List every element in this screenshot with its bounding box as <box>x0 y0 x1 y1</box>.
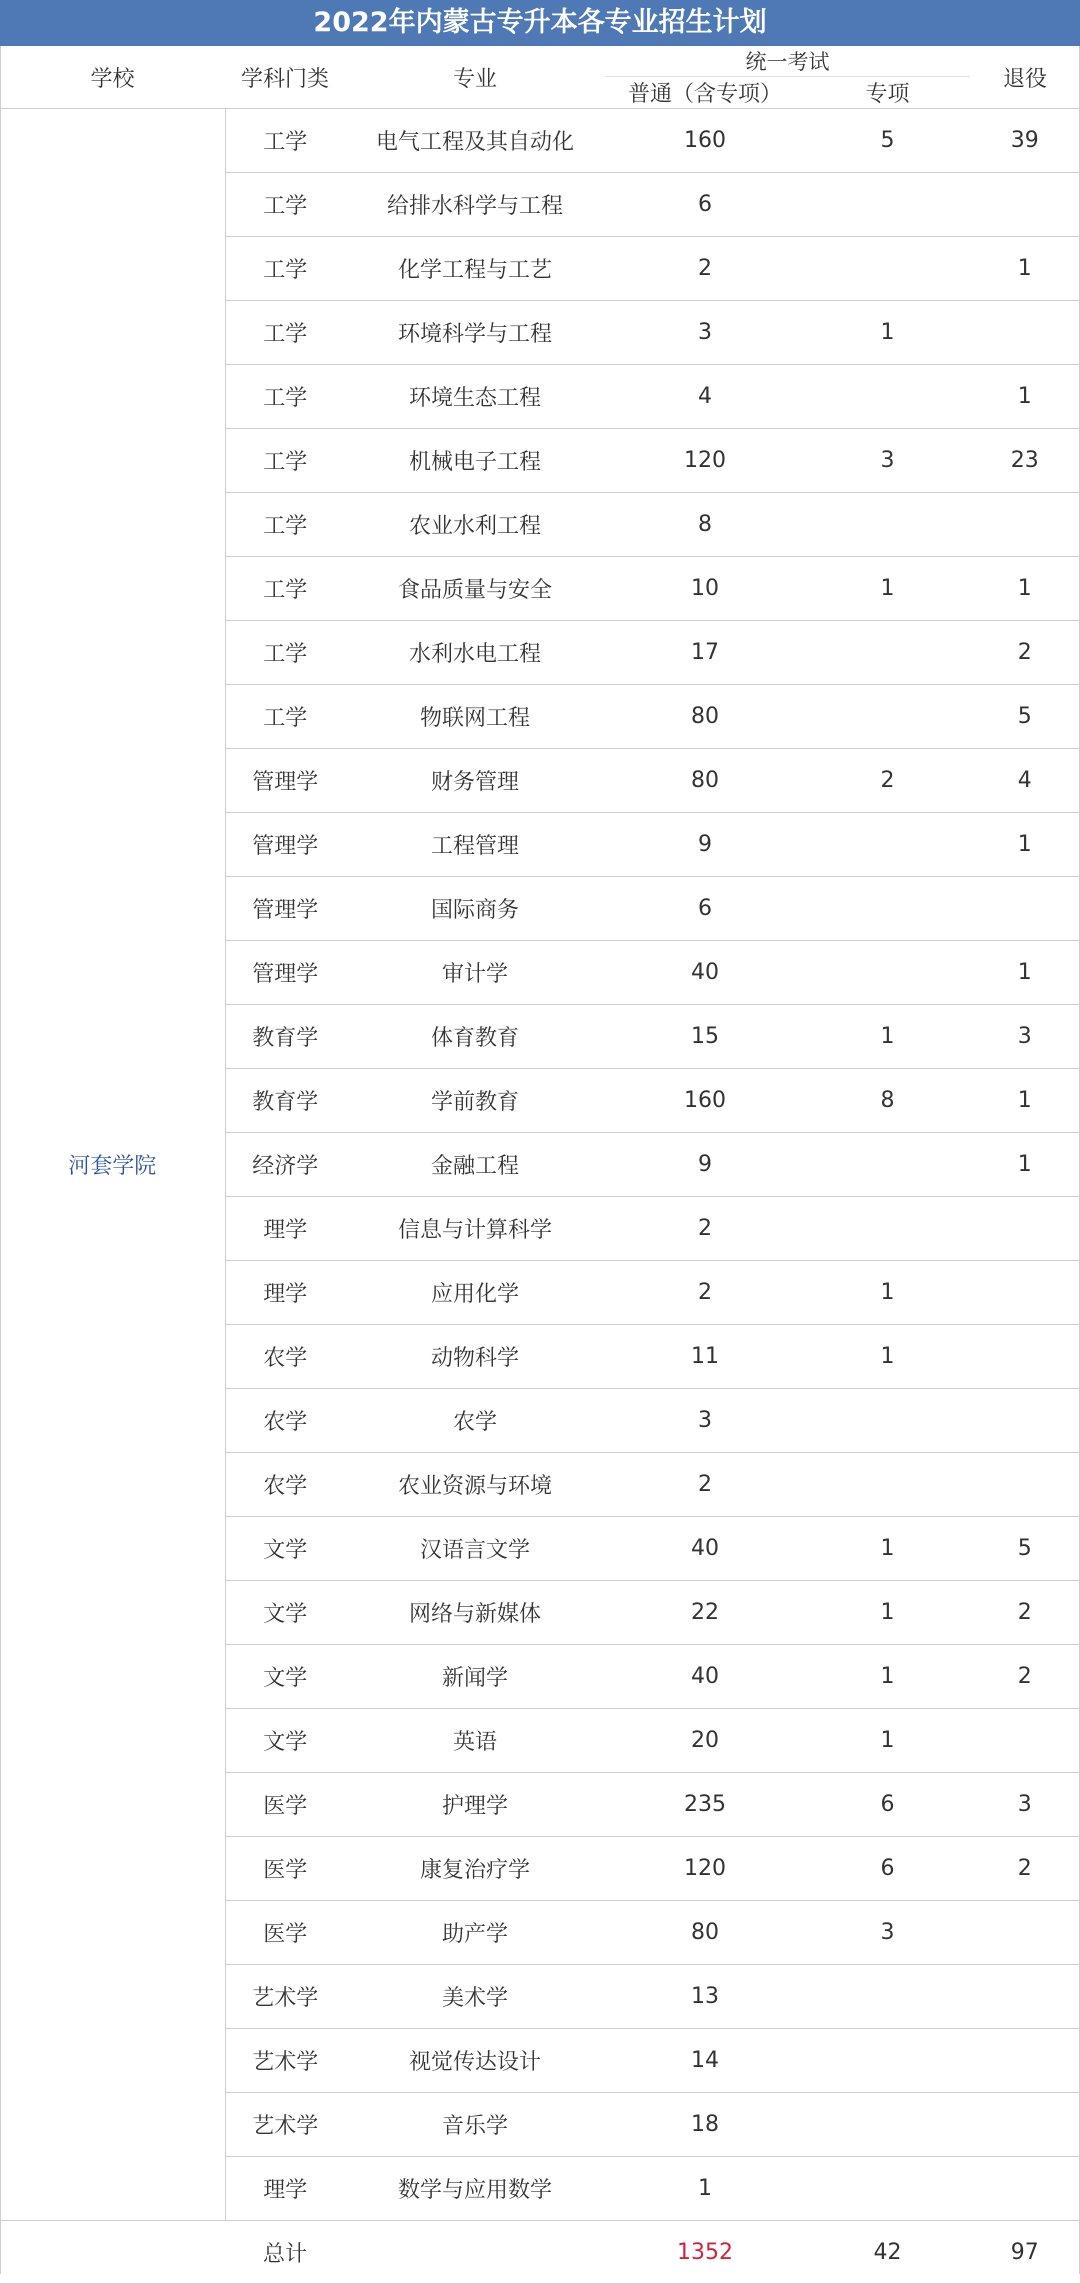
total-row <box>0 2221 1080 2284</box>
cell-major: 财务管理 <box>345 749 605 813</box>
cell-veteran: 1 <box>970 1069 1080 1133</box>
cell-special: 3 <box>805 1901 970 1965</box>
cell-regular: 11 <box>605 1325 805 1389</box>
table-row <box>0 109 1080 173</box>
cell-major: 给排水科学与工程 <box>345 173 605 237</box>
cell-major: 农业水利工程 <box>345 493 605 557</box>
table-body <box>0 109 1080 2284</box>
cell-regular: 6 <box>605 877 805 941</box>
cell-category: 工学 <box>225 365 345 429</box>
cell-special: 1 <box>805 1005 970 1069</box>
cell-regular: 80 <box>605 685 805 749</box>
cell-regular: 40 <box>605 941 805 1005</box>
cell-category: 工学 <box>225 557 345 621</box>
cell-regular: 15 <box>605 1005 805 1069</box>
cell-veteran <box>970 1197 1080 1261</box>
cell-regular: 9 <box>605 1133 805 1197</box>
cell-category: 工学 <box>225 301 345 365</box>
header-veteran: 退役 <box>970 46 1080 109</box>
cell-major: 环境科学与工程 <box>345 301 605 365</box>
cell-veteran <box>970 2029 1080 2093</box>
cell-major: 汉语言文学 <box>345 1517 605 1581</box>
cell-category: 文学 <box>225 1581 345 1645</box>
cell-veteran: 1 <box>970 365 1080 429</box>
header-regular: 普通（含专项） <box>605 77 805 109</box>
cell-veteran <box>970 1901 1080 1965</box>
cell-veteran <box>970 877 1080 941</box>
cell-veteran <box>970 1709 1080 1773</box>
cell-veteran: 2 <box>970 621 1080 685</box>
cell-special: 8 <box>805 1069 970 1133</box>
cell-veteran <box>970 1453 1080 1517</box>
cell-special <box>805 237 970 301</box>
cell-veteran: 5 <box>970 685 1080 749</box>
cell-special <box>805 2157 970 2221</box>
cell-category: 管理学 <box>225 749 345 813</box>
cell-veteran: 23 <box>970 429 1080 493</box>
cell-regular: 8 <box>605 493 805 557</box>
cell-major: 国际商务 <box>345 877 605 941</box>
cell-special <box>805 1965 970 2029</box>
cell-category: 教育学 <box>225 1005 345 1069</box>
total-special: 42 <box>805 2221 970 2284</box>
cell-veteran <box>970 301 1080 365</box>
cell-category: 工学 <box>225 109 345 173</box>
cell-category: 管理学 <box>225 813 345 877</box>
cell-regular: 14 <box>605 2029 805 2093</box>
cell-special: 2 <box>805 749 970 813</box>
header-school: 学校 <box>0 46 225 109</box>
cell-regular: 2 <box>605 1261 805 1325</box>
cell-category: 医学 <box>225 1773 345 1837</box>
cell-special <box>805 365 970 429</box>
school-name: 河套学院 <box>0 109 225 2221</box>
cell-special <box>805 173 970 237</box>
cell-major: 农学 <box>345 1389 605 1453</box>
cell-category: 经济学 <box>225 1133 345 1197</box>
cell-special <box>805 621 970 685</box>
cell-major: 信息与计算科学 <box>345 1197 605 1261</box>
cell-major: 工程管理 <box>345 813 605 877</box>
cell-major: 电气工程及其自动化 <box>345 109 605 173</box>
enrollment-plan-table <box>0 46 1080 2284</box>
cell-veteran: 39 <box>970 109 1080 173</box>
cell-special <box>805 813 970 877</box>
cell-major: 康复治疗学 <box>345 1837 605 1901</box>
cell-regular: 80 <box>605 1901 805 1965</box>
cell-special: 6 <box>805 1837 970 1901</box>
cell-regular: 1 <box>605 2157 805 2221</box>
cell-veteran: 1 <box>970 1133 1080 1197</box>
cell-regular: 160 <box>605 1069 805 1133</box>
cell-category: 农学 <box>225 1389 345 1453</box>
cell-major: 学前教育 <box>345 1069 605 1133</box>
cell-special <box>805 941 970 1005</box>
cell-category: 文学 <box>225 1645 345 1709</box>
cell-special: 1 <box>805 1581 970 1645</box>
cell-major: 水利水电工程 <box>345 621 605 685</box>
cell-category: 理学 <box>225 1261 345 1325</box>
cell-major: 数学与应用数学 <box>345 2157 605 2221</box>
cell-major: 食品质量与安全 <box>345 557 605 621</box>
cell-regular: 22 <box>605 1581 805 1645</box>
cell-major: 物联网工程 <box>345 685 605 749</box>
cell-category: 理学 <box>225 2157 345 2221</box>
cell-regular: 9 <box>605 813 805 877</box>
cell-category: 文学 <box>225 1517 345 1581</box>
cell-category: 工学 <box>225 493 345 557</box>
cell-veteran <box>970 493 1080 557</box>
cell-veteran <box>970 1325 1080 1389</box>
cell-veteran: 1 <box>970 237 1080 301</box>
cell-regular: 120 <box>605 1837 805 1901</box>
cell-major: 农业资源与环境 <box>345 1453 605 1517</box>
cell-veteran: 5 <box>970 1517 1080 1581</box>
cell-major: 新闻学 <box>345 1645 605 1709</box>
cell-major: 审计学 <box>345 941 605 1005</box>
cell-veteran <box>970 2157 1080 2221</box>
cell-major: 视觉传达设计 <box>345 2029 605 2093</box>
cell-major: 环境生态工程 <box>345 365 605 429</box>
cell-category: 理学 <box>225 1197 345 1261</box>
cell-veteran: 2 <box>970 1645 1080 1709</box>
cell-special <box>805 1453 970 1517</box>
cell-major: 应用化学 <box>345 1261 605 1325</box>
cell-category: 工学 <box>225 685 345 749</box>
cell-major: 动物科学 <box>345 1325 605 1389</box>
cell-category: 医学 <box>225 1901 345 1965</box>
cell-veteran <box>970 2093 1080 2157</box>
cell-regular: 4 <box>605 365 805 429</box>
cell-regular: 2 <box>605 1197 805 1261</box>
total-major-blank <box>345 2221 605 2284</box>
cell-regular: 160 <box>605 109 805 173</box>
cell-special: 1 <box>805 301 970 365</box>
cell-regular: 13 <box>605 1965 805 2029</box>
cell-special <box>805 877 970 941</box>
cell-regular: 80 <box>605 749 805 813</box>
cell-veteran: 1 <box>970 813 1080 877</box>
cell-regular: 17 <box>605 621 805 685</box>
cell-special: 1 <box>805 1709 970 1773</box>
header-special: 专项 <box>805 77 970 109</box>
total-school-blank <box>0 2221 225 2284</box>
cell-veteran: 2 <box>970 1837 1080 1901</box>
cell-major: 助产学 <box>345 1901 605 1965</box>
cell-regular: 3 <box>605 301 805 365</box>
cell-category: 艺术学 <box>225 2093 345 2157</box>
cell-major: 美术学 <box>345 1965 605 2029</box>
cell-special: 3 <box>805 429 970 493</box>
cell-category: 工学 <box>225 429 345 493</box>
header-major: 专业 <box>345 46 605 109</box>
cell-category: 管理学 <box>225 877 345 941</box>
cell-major: 金融工程 <box>345 1133 605 1197</box>
cell-regular: 3 <box>605 1389 805 1453</box>
total-label: 总计 <box>225 2221 345 2284</box>
cell-regular: 2 <box>605 1453 805 1517</box>
cell-category: 文学 <box>225 1709 345 1773</box>
cell-category: 工学 <box>225 237 345 301</box>
cell-special <box>805 493 970 557</box>
cell-category: 农学 <box>225 1325 345 1389</box>
cell-special <box>805 1197 970 1261</box>
cell-regular: 20 <box>605 1709 805 1773</box>
cell-special: 1 <box>805 1325 970 1389</box>
header-unified-exam: 统一考试 <box>605 46 970 77</box>
cell-regular: 40 <box>605 1517 805 1581</box>
cell-special: 6 <box>805 1773 970 1837</box>
cell-special: 5 <box>805 109 970 173</box>
cell-veteran: 4 <box>970 749 1080 813</box>
cell-regular: 120 <box>605 429 805 493</box>
cell-regular: 10 <box>605 557 805 621</box>
cell-regular: 2 <box>605 237 805 301</box>
cell-major: 网络与新媒体 <box>345 1581 605 1645</box>
cell-category: 工学 <box>225 173 345 237</box>
cell-regular: 6 <box>605 173 805 237</box>
cell-special: 1 <box>805 1261 970 1325</box>
cell-major: 护理学 <box>345 1773 605 1837</box>
cell-special <box>805 1389 970 1453</box>
cell-veteran <box>970 1965 1080 2029</box>
cell-regular: 18 <box>605 2093 805 2157</box>
cell-veteran: 3 <box>970 1005 1080 1069</box>
cell-major: 音乐学 <box>345 2093 605 2157</box>
cell-special <box>805 1133 970 1197</box>
cell-major: 英语 <box>345 1709 605 1773</box>
cell-special <box>805 685 970 749</box>
cell-category: 农学 <box>225 1453 345 1517</box>
cell-category: 教育学 <box>225 1069 345 1133</box>
header-category: 学科门类 <box>225 46 345 109</box>
cell-veteran <box>970 173 1080 237</box>
cell-veteran <box>970 1389 1080 1453</box>
cell-regular: 40 <box>605 1645 805 1709</box>
cell-major: 体育教育 <box>345 1005 605 1069</box>
cell-special <box>805 2093 970 2157</box>
cell-category: 工学 <box>225 621 345 685</box>
cell-special <box>805 2029 970 2093</box>
cell-veteran: 1 <box>970 941 1080 1005</box>
cell-veteran: 2 <box>970 1581 1080 1645</box>
cell-veteran: 1 <box>970 557 1080 621</box>
cell-major: 化学工程与工艺 <box>345 237 605 301</box>
cell-major: 机械电子工程 <box>345 429 605 493</box>
cell-regular: 235 <box>605 1773 805 1837</box>
cell-veteran <box>970 1261 1080 1325</box>
cell-special: 1 <box>805 557 970 621</box>
cell-category: 管理学 <box>225 941 345 1005</box>
table-title: 2022年内蒙古专升本各专业招生计划 <box>0 0 1080 46</box>
cell-category: 艺术学 <box>225 2029 345 2093</box>
cell-category: 艺术学 <box>225 1965 345 2029</box>
cell-special: 1 <box>805 1517 970 1581</box>
cell-veteran: 3 <box>970 1773 1080 1837</box>
cell-category: 医学 <box>225 1837 345 1901</box>
cell-special: 1 <box>805 1645 970 1709</box>
total-regular: 1352 <box>605 2221 805 2284</box>
total-veteran: 97 <box>970 2221 1080 2284</box>
